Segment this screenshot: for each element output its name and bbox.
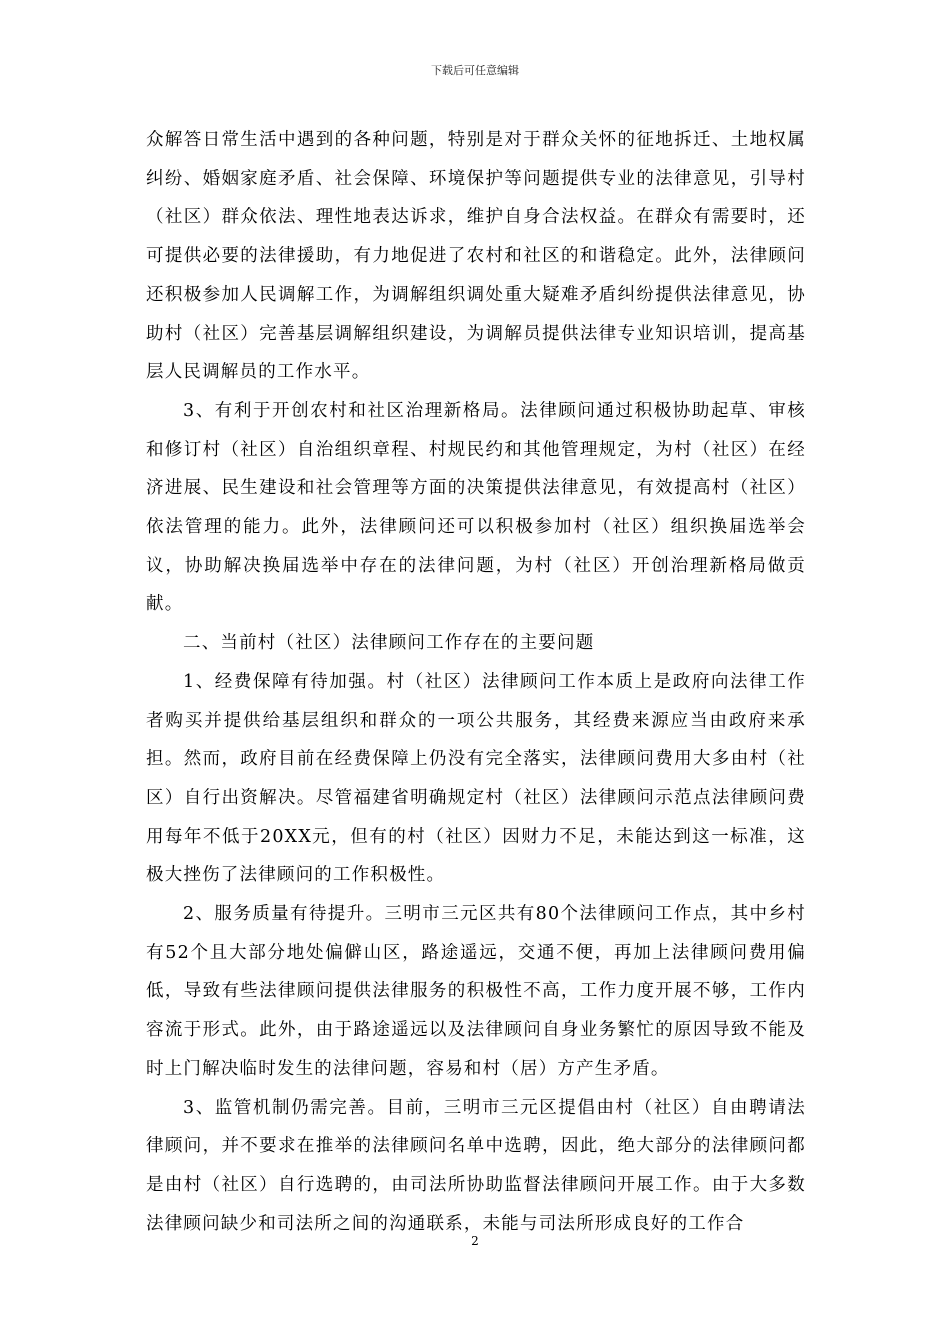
section-heading-main-problems: 二、当前村（社区）法律顾问工作存在的主要问题 (183, 633, 595, 654)
paragraph-item-3-governance: 3、有利于开创农村和社区治理新格局。法律顾问通过积极协助起草、审核和修订村（社区）自治组织章程、村规民约和其他管理规定，为村（社区）在经济进展、民生建设和社会管理等方面的决策提供法律意见，有效提高村（社区）依法管理的能力。此外，法律顾问还可以积极参加村（社区）组织换届选举会议，协助解决换届选举中存在的法律问题，为村（社区）开创治理新格局做贡献。 (146, 400, 806, 615)
paragraph-item-3-supervision: 3、监管机制仍需完善。目前，三明市三元区提倡由村（社区）自由聘请法律顾问，并不要求在推举的法律顾问名单中选聘，因此，绝大部分的法律顾问都是由村（社区）自行选聘的，由司法所协助监督法律顾问开展工作。由于大多数法律顾问缺少和司法所之间的沟通联系，未能与司法所形成良好的工作合 (146, 1097, 806, 1234)
page-number: 2 (471, 1234, 479, 1248)
paragraph-item-1-funding: 1、经费保障有待加强。村（社区）法律顾问工作本质上是政府向法律工作者购买并提供给基层组织和群众的一项公共服务，其经费来源应当由政府来承担。然而，政府目前在经费保障上仍没有完全落实，法律顾问费用大多由村（社区）自行出资解决。尽管福建省明确规定村（社区）法律顾问示范点法律顾问费用每年不低于20XX元，但有的村（社区）因财力不足，未能达到这一标准，这极大挫伤了法律顾问的工作积极性。 (146, 671, 806, 886)
document-body (146, 121, 806, 1243)
paragraph-continuation: 众解答日常生活中遇到的各种问题，特别是对于群众关怀的征地拆迁、土地权属纠纷、婚姻家庭矛盾、社会保障、环境保护等问题提供专业的法律意见，引导村（社区）群众依法、理性地表达诉求，维护自身合法权益。在群众有需要时，还可提供必要的法律援助，有力地促进了农村和社区的和谐稳定。此外，法律顾问还积极参加人民调解工作，为调解组织调处重大疑难矛盾纠纷提供法律意见，协助村（社区）完善基层调解组织建设，为调解员提供法律专业知识培训，提高基层人民调解员的工作水平。 (146, 130, 806, 383)
page-header: 下载后可任意编辑 (431, 64, 519, 77)
paragraph-item-2-service-quality: 2、服务质量有待提升。三明市三元区共有80个法律顾问工作点，其中乡村有52个且大部分地处偏僻山区，路途遥远，交通不便，再加上法律顾问费用偏低，导致有些法律顾问提供法律服务的积极性不高，工作力度开展不够，工作内容流于形式。此外，由于路途遥远以及法律顾问自身业务繁忙的原因导致不能及时上门解决临时发生的法律问题，容易和村（居）方产生矛盾。 (146, 904, 806, 1079)
